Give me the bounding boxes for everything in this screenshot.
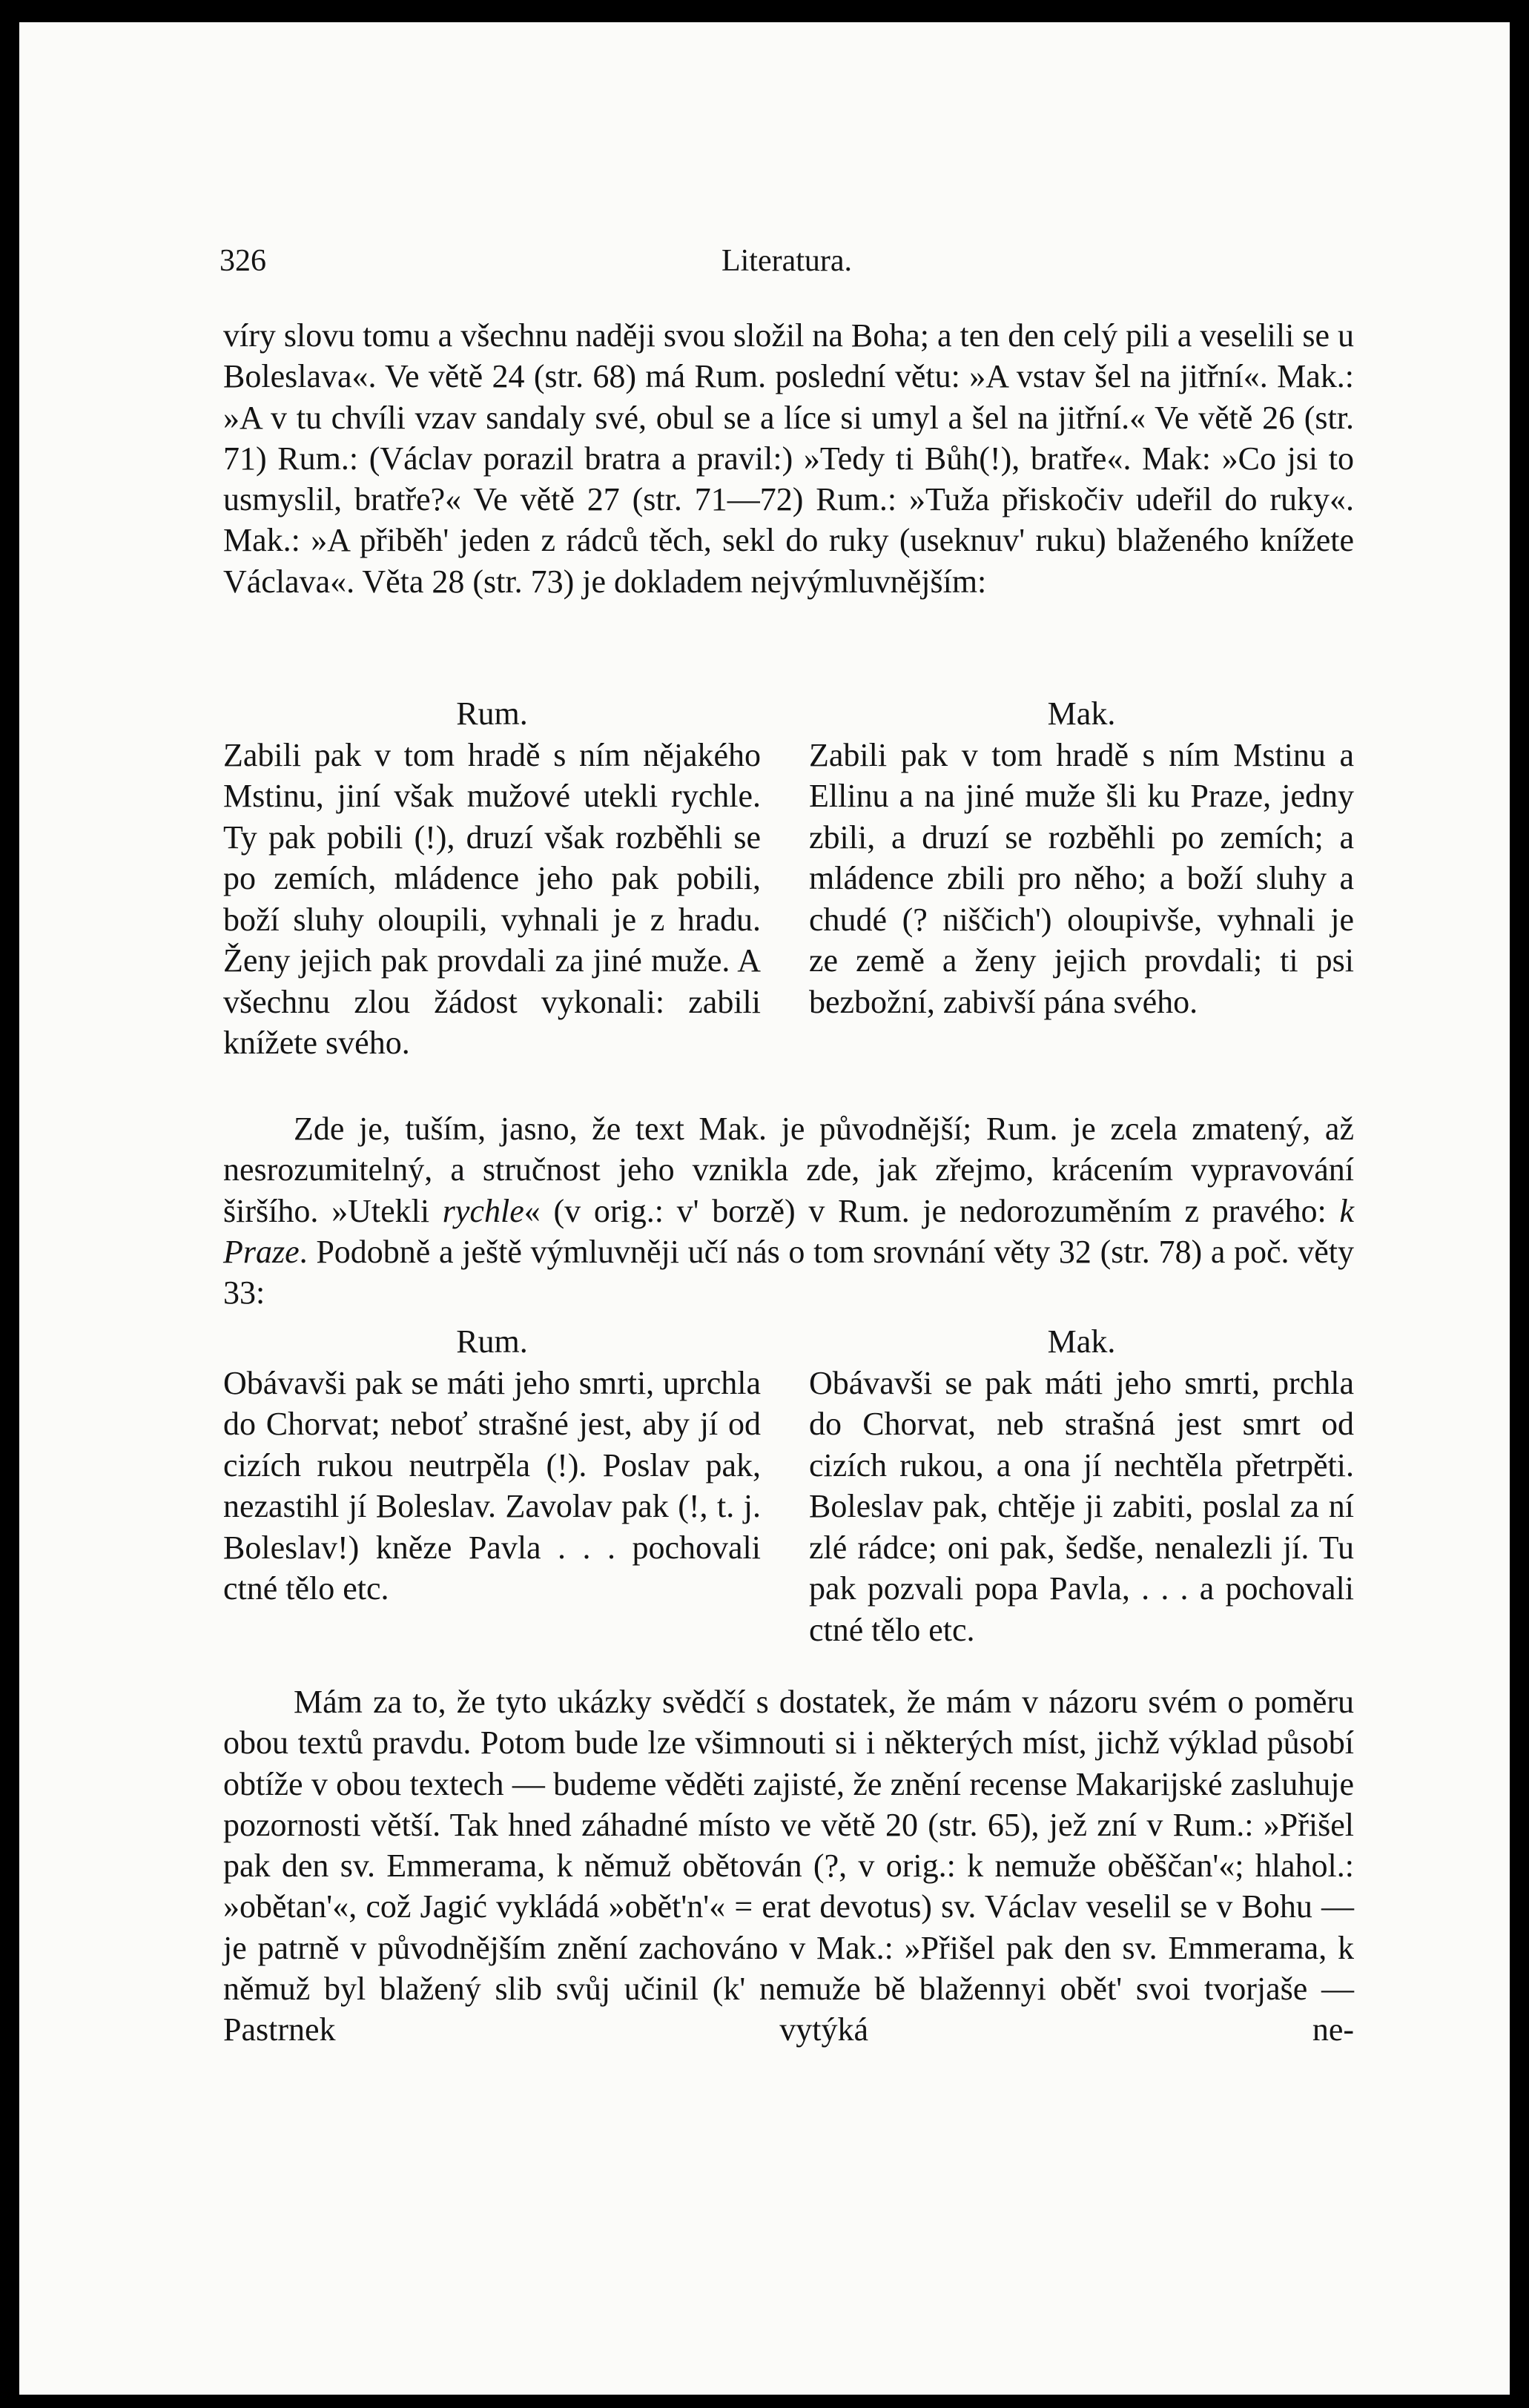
running-head: Literatura. <box>721 244 853 278</box>
column-heading: Mak. <box>1047 695 1116 732</box>
comparison-1-left-column <box>223 693 761 1064</box>
italic-text: k Praze <box>223 1192 1354 1270</box>
column-heading: Rum. <box>456 1323 528 1360</box>
page-header <box>219 243 1354 280</box>
text-run: . Podobně a ještě výmluvněji učí nás o tom srovnání věty 32 (str. 78) a poč. věty 33: <box>223 1233 1354 1312</box>
text-run: Zde je, tuším, jasno, že text Mak. je původnější; Rum. je zcela zmatený, až nesrozumitelný, a stručnost jeho vznikla zde, jak zřejmo, krácením vypravování širšího. »Utekli <box>223 1111 1354 1229</box>
comparison-2-left-column <box>223 1321 761 1610</box>
page-number: 326 <box>219 244 266 278</box>
column-text: Zabili pak v tom hradě s ním Mstinu a Ellinu a na jiné muže šli ku Praze, jedny zbili, a druzí se rozběhli po zemích; a mládence zbili pro něho; a boží sluhy a chudé (? niščich') oloupivše, vyhnali je ze země a ženy jejich provdali; ti psi bezbožní, zabivší pána svého. <box>809 736 1354 1020</box>
column-text: Obávavši pak se máti jeho smrti, uprchla do Chorvat; neboť strašné jest, aby jí od cizích rukou neutrpěla (!). Poslav pak, nezastihl jí Boleslav. Zavolav pak (!, t. j. Boleslav!) kněze Pavla . . . pochovali ctné tělo etc. <box>223 1364 761 1607</box>
comparison-2-right-column <box>809 1321 1354 1650</box>
column-text: Zabili pak v tom hradě s ním nějakého Mstinu, jiní však mužové utekli rychle. Ty pak pobili (!), druzí však rozběhli se po zemích, mládence jeho pak pobili, boží sluhy oloupili, vyhnali je z hradu. Ženy jejich pak provdali za jiné muže. A všechnu zlou žádost vykonali: zabili knížete svého. <box>223 736 761 1061</box>
column-heading: Mak. <box>1047 1323 1116 1360</box>
text-run: Mám za to, že tyto ukázky svědčí s dostatek, že mám v názoru svém o poměru obou textů pravdu. Potom bude lze všimnouti si i některých míst, jichž výklad působí obtíže v obou textech — budeme věděti zajisté, že znění recense Makarijské zasluhuje pozornosti větší. Tak hned záhadné místo ve větě 20 (str. 65), jež zní v Rum.: »Přišel pak den sv. Emmerama, k němuž obětován (?, v orig.: k nemuže oběščan'«; hlahol.: »obětan'«, což Jagić vykládá »obět'n'« = erat devotus) sv. Václav veselil se v Bohu — je patrně v původnějším znění zachováno v Mak.: »Přišel pak den sv. Emmerama, k němuž byl blažený slib svůj učinil (k' nemuže bě blažennyi obět' svoi tvorjaše — Pastrnek vytýká ne- <box>223 1684 1354 2048</box>
paragraph-conclusion <box>223 1681 1354 2051</box>
text-run: « (v orig.: v' borzě) v Rum. je nedorozuměním z pravého: <box>524 1192 1340 1229</box>
paragraph-comment <box>223 1108 1354 1313</box>
page <box>19 22 1510 2395</box>
paragraph-continuation: víry slovu tomu a všechnu naději svou složil na Boha; a ten den celý pili a veselili se u Boleslava«. Ve větě 24 (str. 68) má Rum. poslední větu: »A vstav šel na jitřní«. Mak.: »A v tu chvíli vzav sandaly své, obul se a líce si umyl a šel na jitřní.« Ve větě 26 (str. 71) Rum.: (Václav porazil bratra a pravil:) »Tedy ti Bůh(!), bratře«. Mak: »Co jsi to usmyslil, bratře?« Ve větě 27 (str. 71—72) Rum.: »Tuža přiskočiv udeřil do ruky«. Mak.: »A přiběh' jeden z rádců těch, sekl do ruky (useknuv' ruku) blaženého knížete Václava«. Věta 28 (str. 73) je dokladem nejvýmluvnějším: <box>223 317 1355 600</box>
italic-text: rychle <box>442 1192 524 1229</box>
comparison-1-right-column <box>809 693 1354 1022</box>
column-text: Obávavši se pak máti jeho smrti, prchla do Chorvat, neb strašná jest smrt od cizích rukou, a ona jí nechtěla přetrpěti. Boleslav pak, chtěje ji zabiti, poslal za ní zlé rádce; oni pak, šedše, nenalezli jí. Tu pak pozvali popa Pavla, . . . a pochovali ctné tělo etc. <box>809 1364 1354 1648</box>
column-heading: Rum. <box>456 695 528 732</box>
